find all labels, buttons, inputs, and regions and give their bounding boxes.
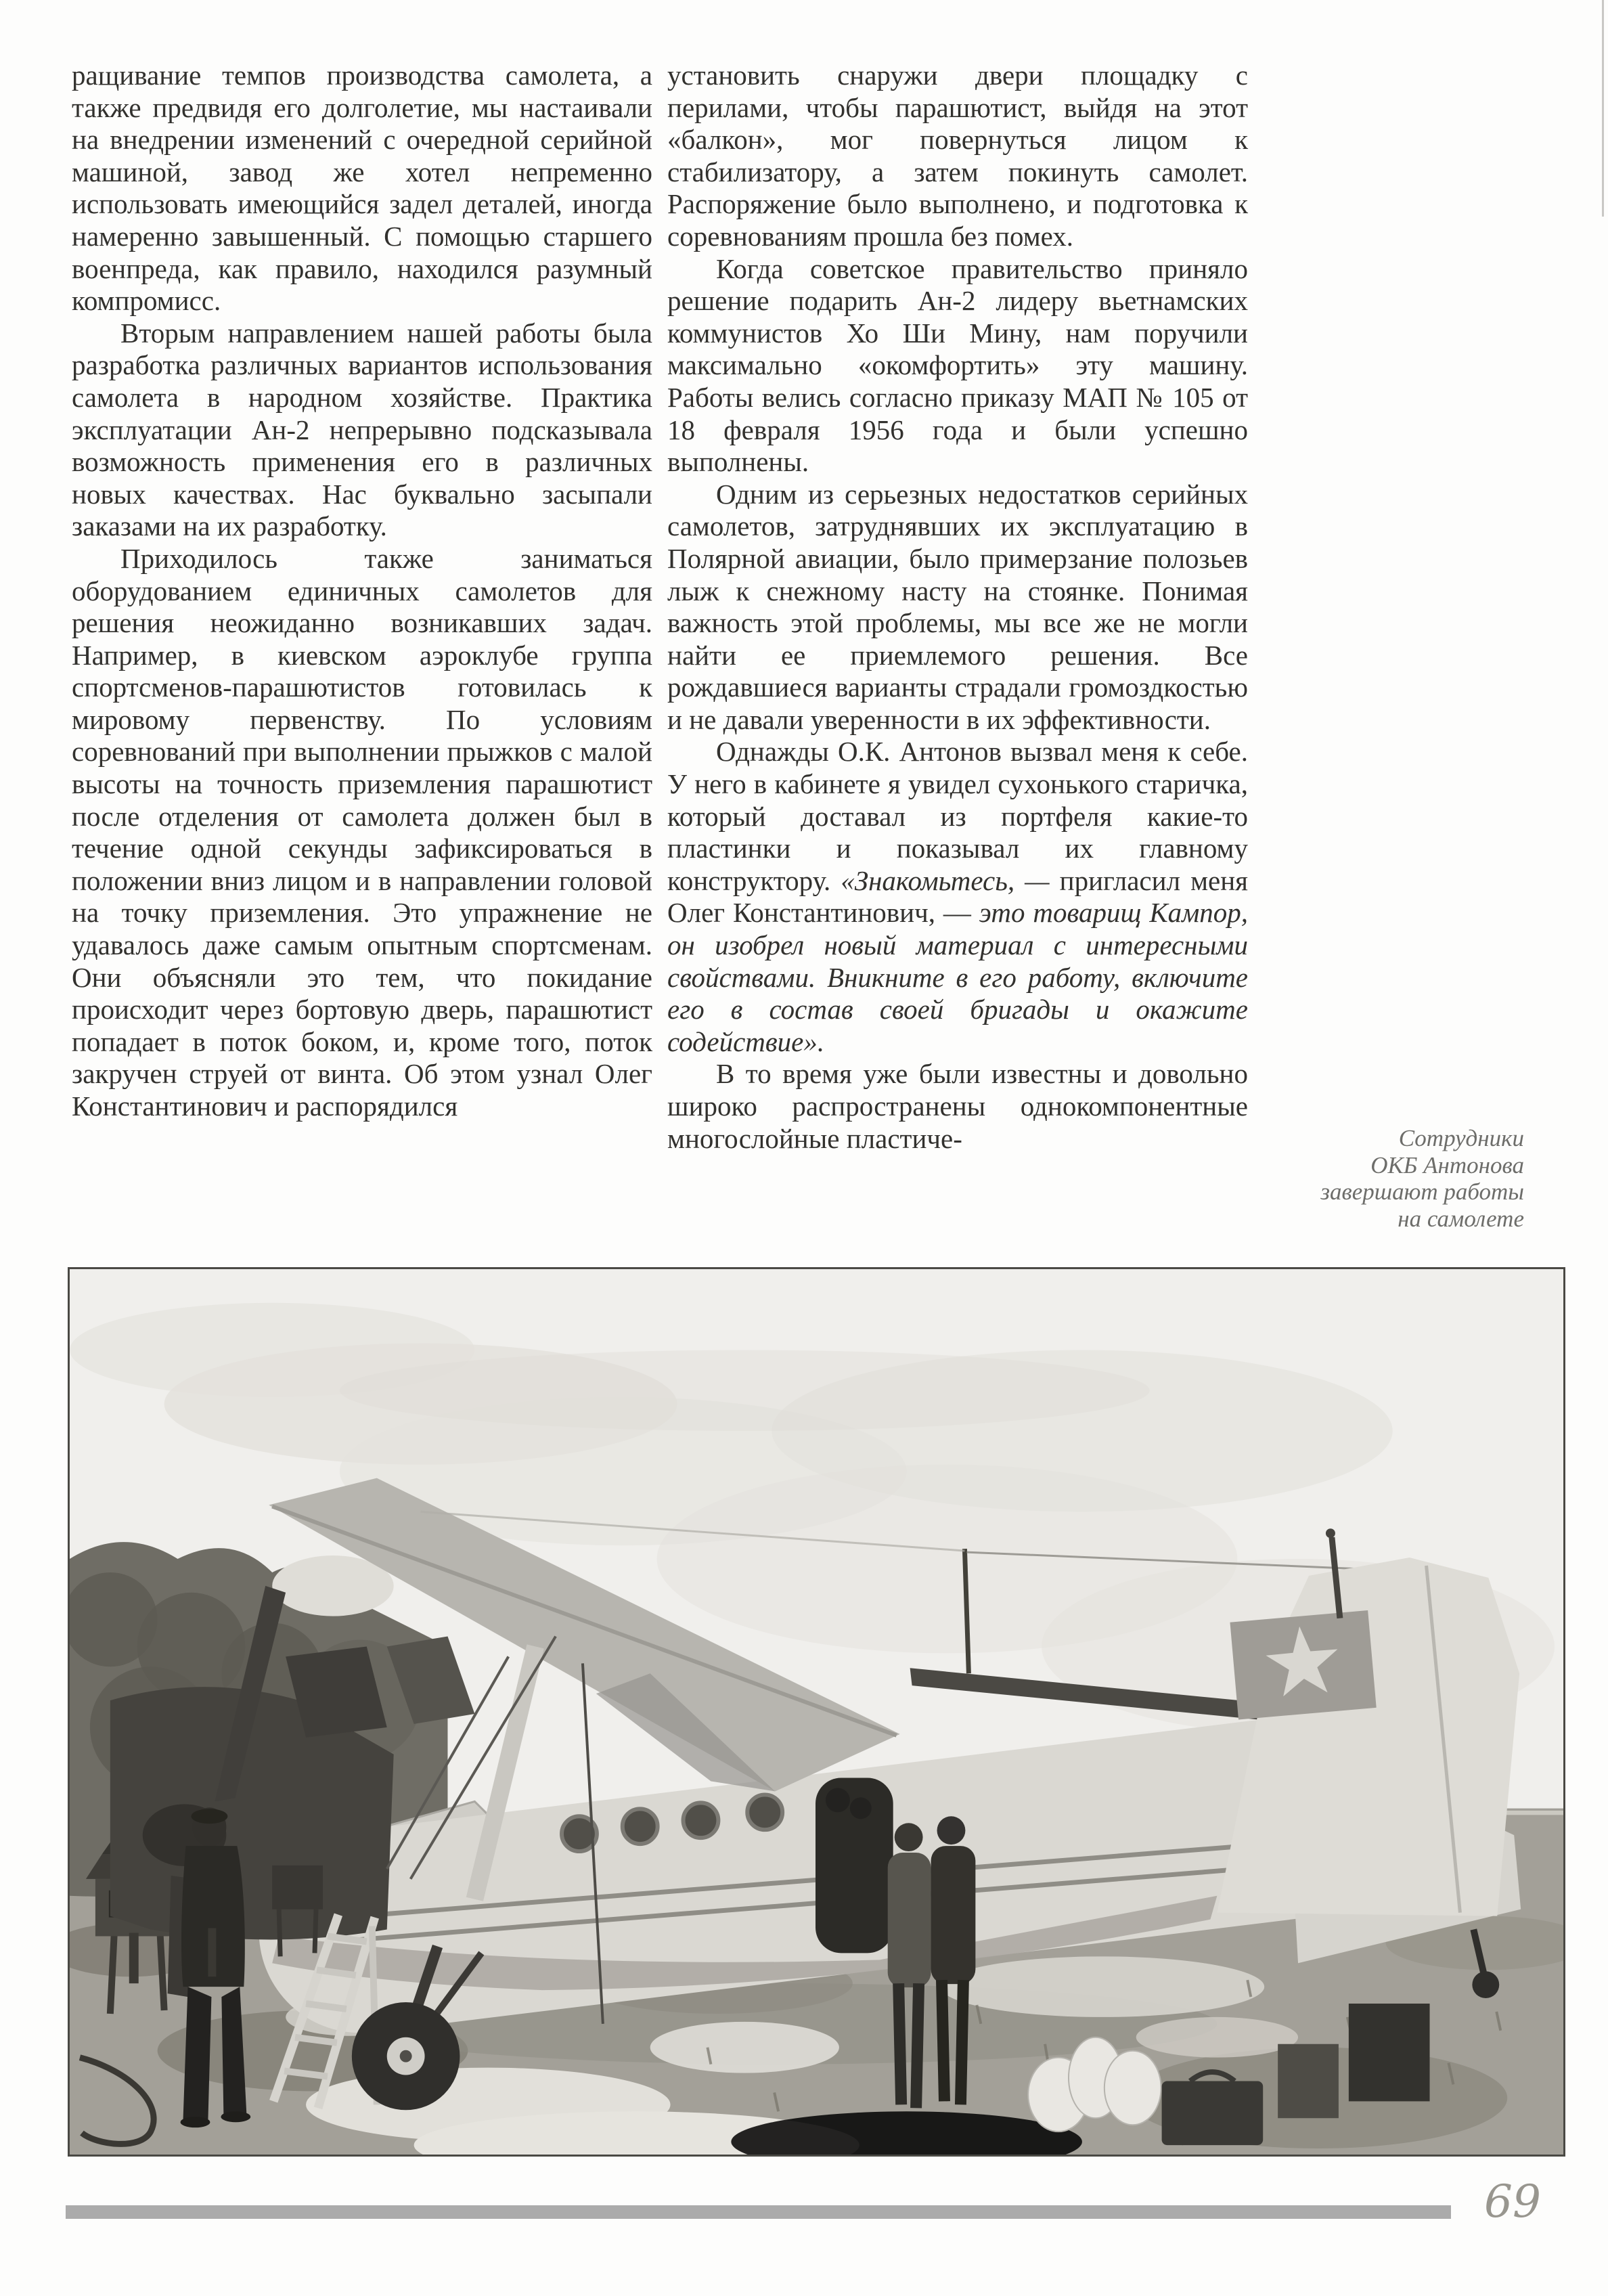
text-segment: пригласил меня Олег Константинович, —	[667, 864, 1249, 929]
italic-text-segment: «Знакомьтесь, —	[841, 864, 1060, 896]
text-segment: В то время уже были известны и довольно широко распространены однокомпонентные многослойные пластиче-	[667, 1058, 1248, 1154]
text-segment: ращивание темпов производства самолета, а также предвидя его долголетие, мы настаивали на внедрении изменений с очередной серийной машиной, завод же хотел непременно использовать имеющийся задел деталей, иногда намеренно завышенный. С помощью старшего военпреда, как правило, находился разумный компромисс.	[72, 60, 652, 317]
text-segment: Приходилось также заниматься оборудованием единичных самолетов для решения неожиданно возникавших задач. Например, в киевском аэроклубе группа спортсменов-парашютистов готовилась к мировому первенству. По условиям соревнований при выполнении прыжков с малой высоты на точность приземления парашютист после отделения от самолета должен был в течение одной секунды зафиксироваться в положении вниз лицом и в направлении головой на точку приземления. Это упражнение не удавалось даже самым опытным спортсменам. Они объясняли это тем, что покидание происходит через бортовую дверь, парашютист попадает в поток боком, и, кроме того, поток закручен струей от винта. Об этом узнал Олег Константинович и распорядился	[72, 542, 652, 1122]
photo-an2-frame	[68, 1267, 1565, 2157]
text-column-right	[667, 60, 1248, 1155]
crate	[1278, 2044, 1339, 2118]
text-segment: установить снаружи двери площадку с перилами, чтобы парашютист, выйдя на этот «балкон», мог повернуться лицом к стабилизатору, а затем покинуть самолет. Распоряжение было выполнено, и подготовка к соревнованиям прошла без помех.	[667, 60, 1248, 252]
tail-wheel	[1472, 1971, 1499, 1998]
italic-text-segment: это товарищ Кампор, он изобрел новый материал с интересными свойствами. Вникните в его работу, включите его в состав своей бригады и окажите содействие».	[667, 897, 1248, 1057]
text-segment: Однажды О.К. Антонов вызвал меня к себе. У него в кабинете я увидел сухонького старичка, который доставал из портфеля какие-то пластинки и показывал их главному конструктору.	[667, 736, 1248, 896]
text-column-left	[72, 60, 652, 1123]
paragraph	[667, 253, 1248, 479]
paragraph	[667, 479, 1248, 736]
photo-caption-line: завершают работы	[1320, 1178, 1524, 1205]
paragraph	[72, 60, 652, 317]
photo-caption	[1245, 1125, 1524, 1232]
photo-caption-line: Сотрудники	[1398, 1125, 1524, 1151]
photo-caption-line: на самолете	[1398, 1205, 1524, 1232]
text-segment: Когда советское правительство приняло решение подарить Ан-2 лидеру вьетнамских коммунистов Хо Ши Мину, нам поручили максимально «окомфортить» эту машину. Работы велись согласно приказу МАП № 105 от 18 февраля 1956 года и были успешно выполнены.	[667, 252, 1248, 478]
paragraph	[72, 317, 652, 543]
paragraph	[667, 736, 1248, 1058]
person-in-door	[826, 1788, 850, 1812]
flag	[1230, 1610, 1376, 1720]
photo-an2	[70, 1269, 1563, 2155]
text-segment: Одним из серьезных недостатков серийных самолетов, затруднявших их эксплуатацию в Полярной авиации, было примерзание полозьев лыж к снежному насту на стоянке. Понимая важность этой проблемы, мы все же не могли найти ее приемлемого решения. Все рождавшиеся варианты страдали громоздкостью и не давали уверенности в их эффективности.	[667, 478, 1248, 735]
footer-rule	[66, 2205, 1451, 2219]
scan-edge-artifact	[1602, 0, 1604, 217]
photo-caption-line: ОКБ Антонова	[1370, 1151, 1524, 1178]
paragraph	[72, 543, 652, 1123]
paragraph	[667, 60, 1248, 253]
person-in-door	[850, 1797, 872, 1819]
paragraph	[667, 1058, 1248, 1155]
suitcase	[1162, 2081, 1264, 2145]
page-number: 69	[1484, 2176, 1541, 2228]
text-segment: Вторым направлением нашей работы была разработка различных вариантов использования самолета в народном хозяйстве. Практика эксплуатации Ан-2 непрерывно подсказывала возможность применения его в различных новых качествах. Нас буквально засыпали заказами на их разработку.	[72, 317, 652, 542]
tail-trestle	[1349, 2004, 1430, 2101]
